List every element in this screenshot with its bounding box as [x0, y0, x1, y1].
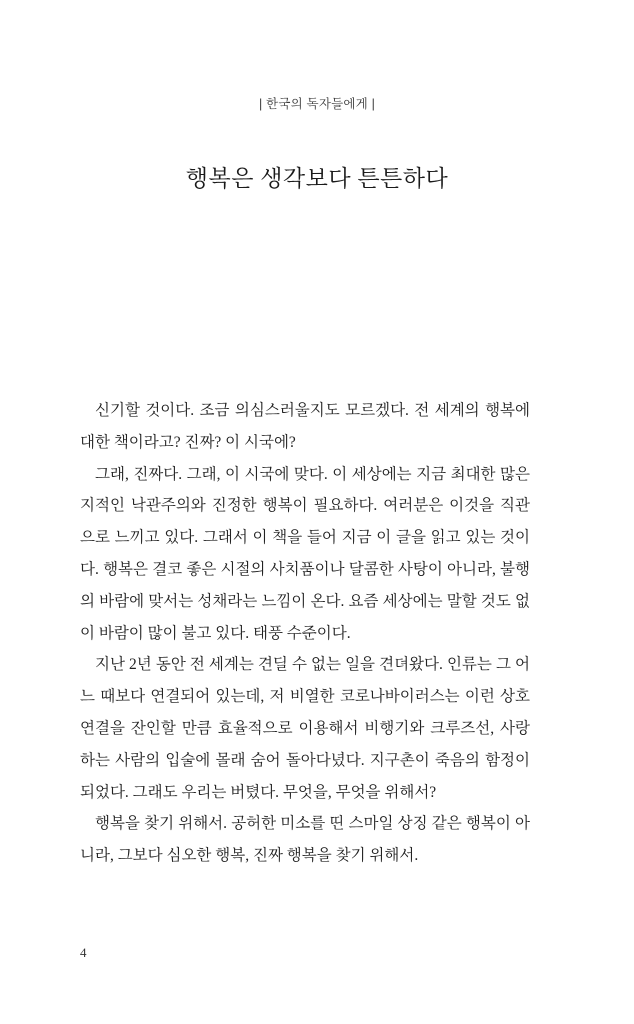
paragraph: 지난 2년 동안 전 세계는 견딜 수 없는 일을 견뎌왔다. 인류는 그 어느 때보다 연결되어 있는데, 저 비열한 코로나바이러스는 이런 상호연결을 잔인할 만큼 효율적으로 이용해서 비행기와 크루즈선, 사랑하는 사람의 입술에 몰래 숨어 돌아다녔다. 지구촌이 죽음의 함정이 되었다. 그래도 우리는 버텼다. 무엇을, 무엇을 위해서?: [80, 656, 530, 801]
chapter-title: 행복은 생각보다 튼튼하다: [185, 166, 449, 191]
section-label: | 한국의 독자들에게 |: [258, 97, 376, 111]
paragraph: 그래, 진짜다. 그래, 이 시국에 맞다. 이 세상에는 지금 최대한 많은 지적인 낙관주의와 진정한 행복이 필요하다. 여러분은 이것을 직관으로 느끼고 있다. 그래서 이 책을 들어 지금 이 글을 읽고 있는 것이다. 행복은 결코 좋은 시절의 사치품이나 달콤한 사탕이 아니라, 불행의 바람에 맞서는 성채라는 느낌이 온다. 요즘 세상에는 말할 것도 없이 바람이 많이 불고 있다. 태풍 수준이다.: [80, 465, 530, 642]
paragraph: 신기할 것이다. 조금 의심스러울지도 모르겠다. 전 세계의 행복에 대한 책이라고? 진짜? 이 시국에?: [80, 402, 530, 451]
paragraph: 행복을 찾기 위해서. 공허한 미소를 띤 스마일 상징 같은 행복이 아니라, 그보다 심오한 행복, 진짜 행복을 찾기 위해서.: [80, 815, 530, 865]
body-text: [80, 395, 530, 872]
page-number: 4: [80, 945, 87, 960]
